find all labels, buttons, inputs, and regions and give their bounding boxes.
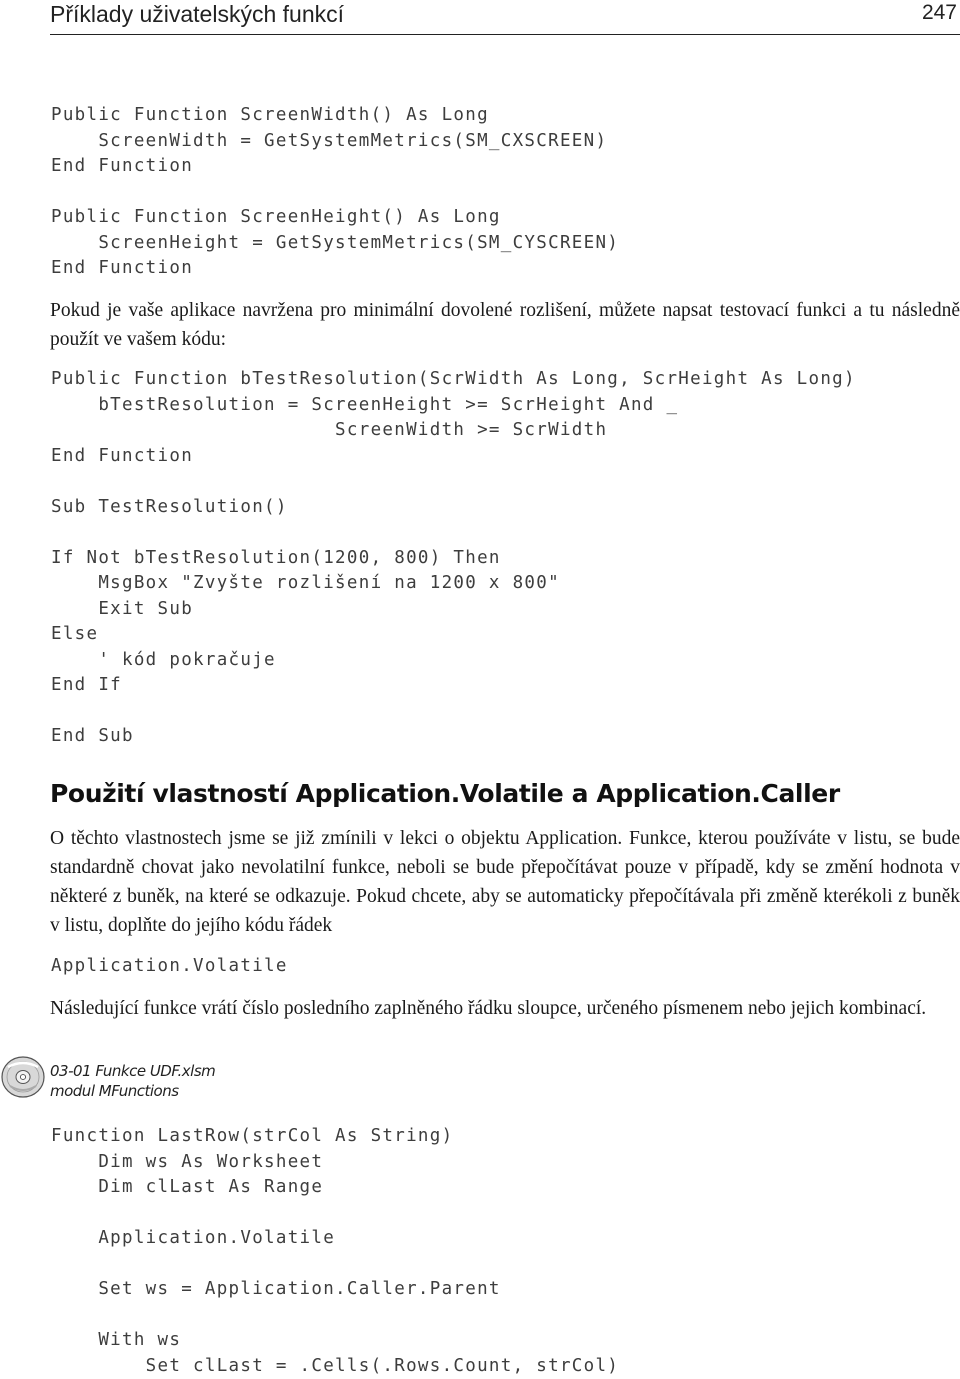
section-heading: Použití vlastností Application.Volatile a Application.Caller	[50, 779, 840, 808]
paragraph-last-row-intro: Následující funkce vrátí číslo posledního zaplněného řádku sloupce, určeného písmenem nebo jejich kombinací.	[50, 998, 927, 1019]
code-block-test-resolution: Public Function bTestResolution(ScrWidth As Long, ScrHeight As Long) bTestResolution = ScreenHeight >= ScrHeight And _ ScreenWidth >= ScrWidth End Function Sub TestResolution() If Not bTestResolution(1200, 800) Then MsgBox "Zvyšte rozlišení na 1200 x 800" Exit Sub Else ' kód pokračuje End If End Sub	[51, 369, 856, 746]
page-number: 247	[921, 1, 957, 24]
page-header	[50, 0, 960, 35]
code-block-screen-metrics: Public Function ScreenWidth() As Long ScreenWidth = GetSystemMetrics(SM_CXSCREEN) End Function Public Function ScreenHeight() As Long ScreenHeight = GetSystemMetrics(SM_CYSCREEN) End Function	[51, 105, 620, 278]
code-line-application-volatile: Application.Volatile	[51, 956, 288, 976]
file-name: 03-01 Funkce UDF.xlsm	[50, 1062, 216, 1080]
module-name: modul MFunctions	[50, 1082, 179, 1100]
paragraph-volatile-intro: O těchto vlastnostech jsme se již zmínili v lekci o objektu Application. Funkce, kterou používáte v listu, se bude standardně chovat jako nevolatilní funkce, neboli se bude přepočítávat pouze v případě, kdy se změní hodnota v některé z buněk, na které se odkazuje. Pokud chcete, aby se automaticky přepočítávala při změně kterékoli z buněk v listu, doplňte do jejího kódu řádek	[50, 828, 960, 936]
chapter-title: Příklady uživatelských funkcí	[50, 1, 345, 27]
file-reference	[50, 1061, 215, 1101]
cd-disc-icon	[0, 1053, 46, 1099]
code-block-last-row: Function LastRow(strCol As String) Dim ws As Worksheet Dim clLast As Range Application.Volatile Set ws = Application.Caller.Parent With ws Set clLast = .Cells(.Rows.Count, strCol)	[51, 1126, 620, 1376]
paragraph-resolution-intro: Pokud je vaše aplikace navržena pro minimální dovolené rozlišení, můžete napsat testovací funkci a tu následně použít ve vašem kódu:	[50, 300, 960, 350]
